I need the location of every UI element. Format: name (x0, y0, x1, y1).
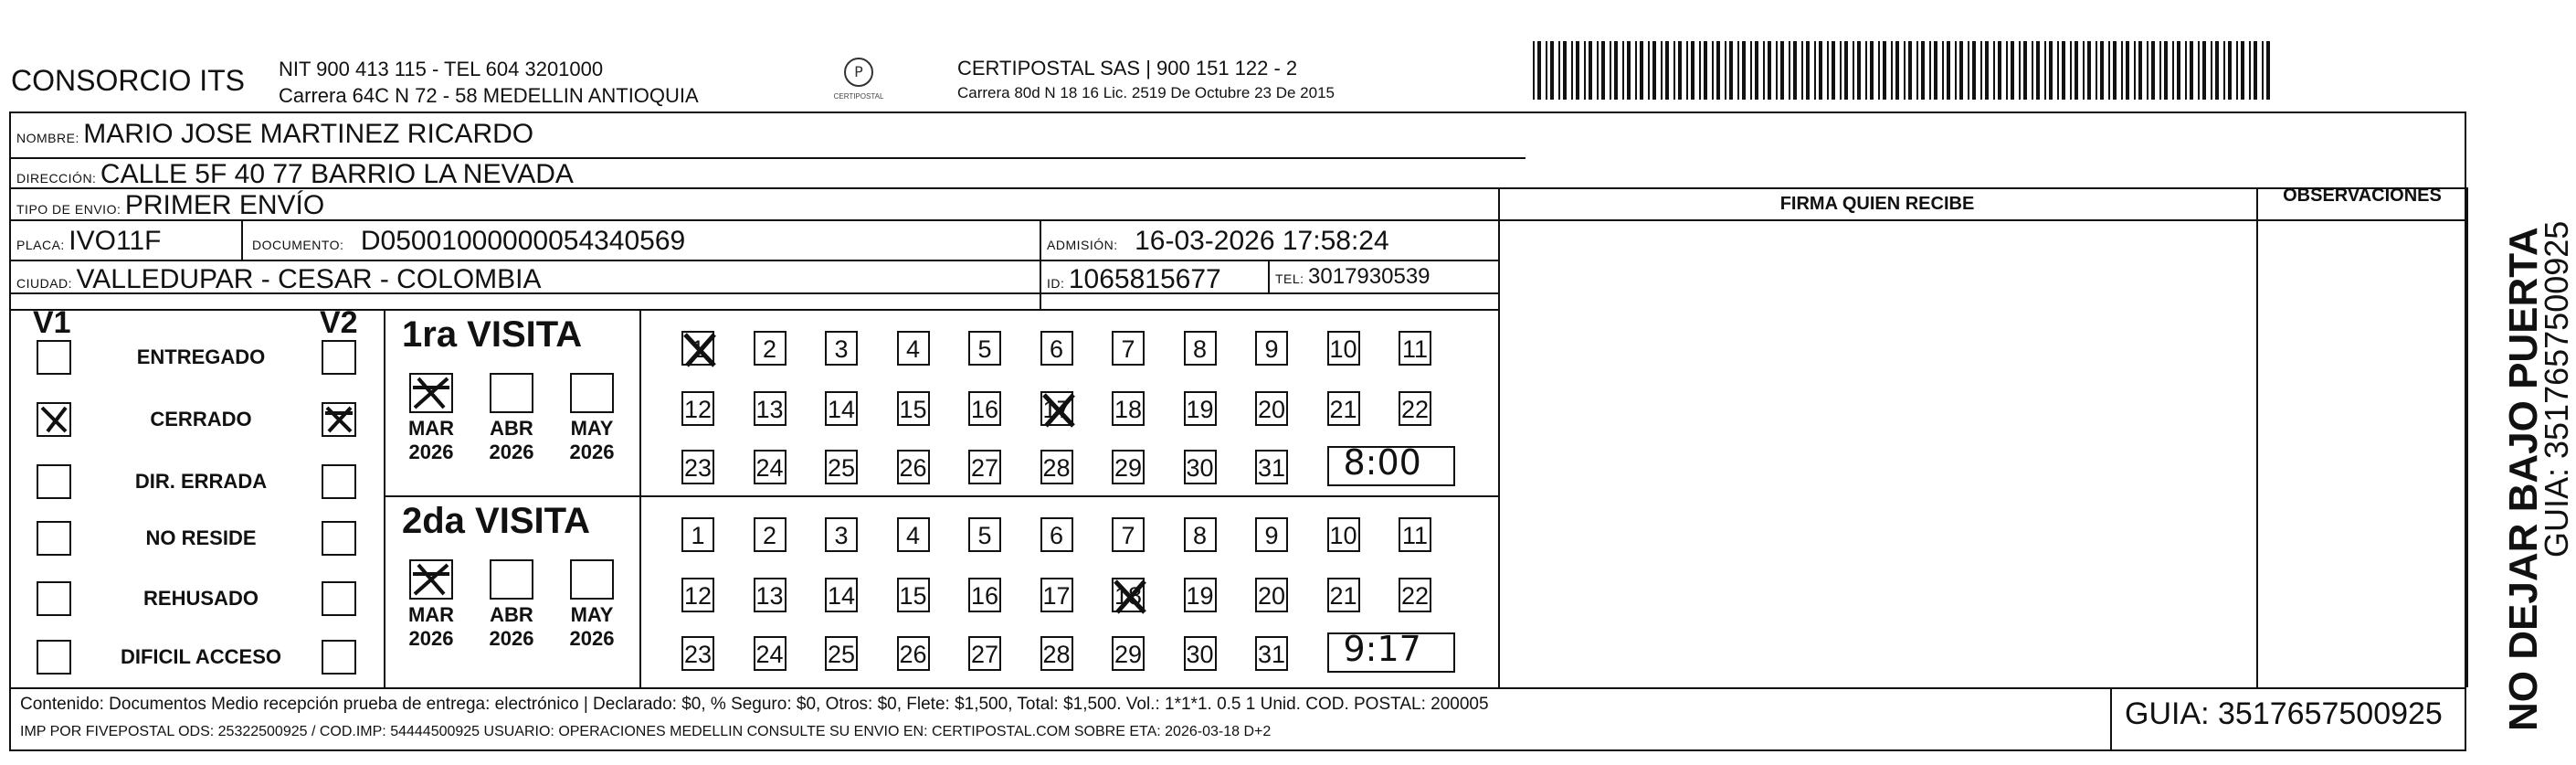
barcode-bar (2113, 41, 2117, 100)
side-warning: NO DEJAR BAJO PUERTA (2501, 227, 2546, 731)
day-box[interactable]: 6 (1040, 517, 1073, 552)
day-box[interactable]: 15 (897, 391, 930, 426)
barcode-bar (1665, 41, 1669, 100)
certipostal-logo (827, 50, 891, 107)
visit-time: 9:17 (1343, 629, 1421, 669)
svg-text:P: P (854, 63, 863, 80)
v1-checkbox[interactable] (37, 581, 71, 616)
barcode-bar (1699, 41, 1701, 100)
month-name: MAY (570, 417, 614, 440)
v2-checkbox[interactable] (322, 581, 356, 616)
nombre-row (16, 119, 533, 150)
v2-checkbox[interactable] (322, 640, 356, 675)
day-box[interactable]: 5 (968, 517, 1001, 552)
visit-title: 1ra VISITA (402, 314, 583, 355)
month-name: MAY (570, 603, 614, 626)
barcode-bar (1589, 41, 1592, 100)
barcode-bar (2036, 41, 2040, 100)
month-name: ABR (490, 417, 533, 440)
month-year: 2026 (408, 627, 454, 650)
v1-checkbox[interactable] (37, 402, 71, 437)
day-box[interactable]: 14 (825, 578, 858, 612)
barcode-bar (1652, 41, 1656, 100)
barcode-bar (1635, 41, 1637, 100)
barcode-bar (2023, 41, 2027, 100)
barcode-bar (2011, 41, 2014, 100)
v2-checkbox[interactable] (322, 402, 356, 437)
direccion-value: CALLE 5F 40 77 BARRIO LA NEVADA (100, 159, 574, 189)
barcode-bar (1768, 41, 1771, 100)
day-box[interactable]: 12 (681, 391, 714, 426)
carrier-line2: Carrera 80d N 18 16 Lic. 2519 De Octubre 23 De 2015 (957, 84, 1335, 101)
barcode-bar (2266, 41, 2270, 100)
v1-checkbox[interactable] (37, 340, 71, 375)
v1-checkbox[interactable] (37, 464, 71, 499)
barcode-bar (1597, 41, 1599, 100)
day-box[interactable]: 3 (825, 331, 858, 366)
barcode-bar (2062, 41, 2065, 100)
barcode-bar (1716, 41, 1720, 100)
month-checkbox[interactable] (570, 373, 614, 413)
barcode-bar (1755, 41, 1758, 100)
day-box[interactable]: 30 (1184, 636, 1217, 671)
footer-line1: Contenido: Documentos Medio recepción prueba de entrega: electrónico | Declarado: $0, % Seguro: $0, Otros: $0, Flete: $1,500, Total: $1,500. Vol.: 1*1*1. 0.5 1 Unid. COD. POSTAL: 200005 (20, 695, 1489, 714)
tel-row (1275, 264, 1431, 290)
barcode-bar (1801, 41, 1803, 100)
day-box[interactable]: 29 (1112, 636, 1145, 671)
barcode-bar (1704, 41, 1707, 100)
day-box[interactable]: 16 (968, 391, 1001, 426)
tipo-row (16, 190, 324, 221)
barcode-bar (2215, 41, 2219, 100)
day-box[interactable]: 16 (968, 578, 1001, 612)
day-box[interactable]: 1 (681, 331, 714, 366)
barcode-bar (1576, 41, 1579, 100)
day-box[interactable]: 6 (1040, 331, 1073, 366)
barcode-bar (2134, 41, 2136, 100)
barcode-bar (1929, 41, 1931, 100)
barcode-bar (1610, 41, 1611, 100)
barcode-bar (1686, 41, 1688, 100)
admision-row (1047, 226, 1389, 257)
status-label: ENTREGADO (136, 345, 266, 368)
barcode-bar (2075, 41, 2078, 100)
barcode-bar (1985, 41, 1989, 100)
barcode-bar (1648, 41, 1650, 100)
barcode-bar (2211, 41, 2212, 100)
month-label (484, 417, 539, 464)
day-box[interactable]: 25 (825, 450, 858, 484)
month-year: 2026 (569, 441, 615, 463)
barcode-bar (2262, 41, 2264, 100)
month-label (565, 603, 619, 651)
status-label: DIFICIL ACCESO (120, 645, 281, 668)
barcode-bar (1558, 41, 1560, 100)
placa-value: IVO11F (69, 226, 162, 256)
barcode-bar (1640, 41, 1643, 100)
barcode-bar (2049, 41, 2053, 100)
barcode-bar (1853, 41, 1854, 100)
month-checkbox[interactable] (409, 373, 453, 413)
documento-value: D05001000000054340569 (360, 226, 686, 256)
day-box[interactable]: 17 (1040, 391, 1073, 426)
barcode-bar (2177, 41, 2180, 100)
barcode-bar (2147, 41, 2148, 100)
barcode-bar (2057, 41, 2059, 100)
admision-value: 16-03-2026 17:58:24 (1135, 226, 1389, 256)
barcode-bar (1742, 41, 1746, 100)
barcode-bar (1546, 41, 1547, 100)
day-box[interactable]: 7 (1112, 517, 1145, 552)
visit-title: 2da VISITA (402, 501, 590, 541)
barcode-bar (1921, 41, 1925, 100)
tel-label: TEL: (1275, 271, 1304, 286)
status-label: NO RESIDE (145, 526, 257, 549)
tipo-label: TIPO DE ENVIO: (16, 202, 121, 217)
v2-checkbox[interactable] (322, 340, 356, 375)
day-box[interactable]: 2 (754, 517, 787, 552)
day-box[interactable]: 9 (1255, 517, 1288, 552)
footer-line2: IMP POR FIVEPOSTAL ODS: 25322500925 / COD.IMP: 54444500925 USUARIO: OPERACIONES MEDELLIN CONSULTE SU ENVIO EN: CERTIPOSTAL.COM SOBRE ETA: 2026-03-18 D+2 (20, 724, 1272, 739)
barcode-bar (1729, 41, 1733, 100)
company-line2: Carrera 64C N 72 - 58 MEDELLIN ANTIOQUIA (279, 84, 699, 107)
barcode-bar (1533, 41, 1535, 100)
barcode-bar (1895, 41, 1899, 100)
barcode-bar (2202, 41, 2206, 100)
logo-text: CERTIPOSTAL (833, 92, 884, 101)
day-box[interactable]: 18 (1112, 391, 1145, 426)
day-box[interactable]: 7 (1112, 331, 1145, 366)
barcode-bar (2108, 41, 2110, 100)
barcode-bar (1793, 41, 1797, 100)
company-line1: NIT 900 413 115 - TEL 604 3201000 (279, 58, 604, 80)
barcode-bar (1537, 41, 1541, 100)
day-box[interactable]: 12 (681, 578, 714, 612)
ciudad-value: VALLEDUPAR - CESAR - COLOMBIA (76, 264, 542, 294)
day-box[interactable]: 26 (897, 636, 930, 671)
barcode-bar (2083, 41, 2085, 100)
tipo-value: PRIMER ENVÍO (124, 190, 325, 220)
day-box[interactable]: 27 (968, 636, 1001, 671)
day-box[interactable]: 20 (1255, 578, 1288, 612)
barcode-bar (2087, 41, 2091, 100)
day-box[interactable]: 13 (754, 578, 787, 612)
barcode-bar (1601, 41, 1605, 100)
day-box[interactable]: 22 (1399, 391, 1431, 426)
barcode-bar (1891, 41, 1893, 100)
day-box[interactable]: 29 (1112, 450, 1145, 484)
barcode-bar (1622, 41, 1624, 100)
day-box[interactable]: 8 (1184, 517, 1217, 552)
month-year: 2026 (489, 441, 534, 463)
day-box[interactable]: 10 (1327, 331, 1360, 366)
day-box[interactable]: 23 (681, 636, 714, 671)
barcode-bar (2151, 41, 2155, 100)
barcode (1533, 41, 2282, 100)
documento-row (252, 226, 685, 257)
day-box[interactable]: 23 (681, 450, 714, 484)
month-name: ABR (490, 603, 533, 626)
month-label (404, 417, 459, 464)
month-name: MAR (407, 417, 455, 440)
barcode-bar (1763, 41, 1765, 100)
barcode-bar (1661, 41, 1663, 100)
day-box[interactable]: 31 (1255, 636, 1288, 671)
barcode-bar (1942, 41, 1944, 100)
barcode-bar (2032, 41, 2033, 100)
admision-label: ADMISIÓN: (1047, 238, 1118, 252)
side-guia: GUIA: 3517657500925 (2538, 220, 2575, 558)
barcode-bar (1780, 41, 1784, 100)
barcode-bar (1614, 41, 1618, 100)
day-box[interactable]: 26 (897, 450, 930, 484)
month-checkbox[interactable] (570, 559, 614, 600)
barcode-bar (1955, 41, 1957, 100)
month-label (565, 417, 619, 464)
barcode-bar (1725, 41, 1726, 100)
barcode-bar (2070, 41, 2072, 100)
barcode-bar (1776, 41, 1778, 100)
placa-label: PLACA: (16, 238, 65, 252)
barcode-bar (1584, 41, 1586, 100)
barcode-bar (1550, 41, 1554, 100)
month-checkbox[interactable] (490, 559, 533, 600)
nombre-value: MARIO JOSE MARTINEZ RICARDO (83, 119, 534, 149)
barcode-bar (1789, 41, 1790, 100)
visit-time: 8:00 (1343, 442, 1421, 483)
barcode-bar (1814, 41, 1816, 100)
barcode-bar (1908, 41, 1912, 100)
v2-checkbox[interactable] (322, 464, 356, 499)
day-box[interactable]: 11 (1399, 331, 1431, 366)
status-label: REHUSADO (143, 587, 259, 610)
barcode-bar (2164, 41, 2168, 100)
barcode-bar (2044, 41, 2046, 100)
day-box[interactable]: 9 (1255, 331, 1288, 366)
barcode-bar (1819, 41, 1822, 100)
v2-label: V2 (320, 305, 358, 340)
barcode-bar (1691, 41, 1694, 100)
v1-checkbox[interactable] (37, 640, 71, 675)
day-box[interactable]: 1 (681, 517, 714, 552)
barcode-bar (2159, 41, 2161, 100)
barcode-bar (1678, 41, 1682, 100)
day-box[interactable]: 17 (1040, 578, 1073, 612)
day-box[interactable]: 4 (897, 331, 930, 366)
month-year: 2026 (569, 627, 615, 650)
day-box[interactable]: 19 (1184, 391, 1217, 426)
barcode-bar (2096, 41, 2097, 100)
barcode-bar (2126, 41, 2129, 100)
direccion-row (16, 159, 574, 190)
direccion-label: DIRECCIÓN: (16, 171, 97, 186)
day-box[interactable]: 14 (825, 391, 858, 426)
barcode-bar (1840, 41, 1842, 100)
day-box[interactable]: 10 (1327, 517, 1360, 552)
barcode-bar (1827, 41, 1829, 100)
barcode-bar (1916, 41, 1918, 100)
day-box[interactable]: 21 (1327, 391, 1360, 426)
day-box[interactable]: 15 (897, 578, 930, 612)
barcode-bar (1832, 41, 1835, 100)
day-box[interactable]: 24 (754, 636, 787, 671)
barcode-bar (1806, 41, 1810, 100)
barcode-bar (1934, 41, 1937, 100)
barcode-bar (2190, 41, 2193, 100)
day-box[interactable]: 11 (1399, 517, 1431, 552)
observaciones-label: OBSERVACIONES (2283, 186, 2442, 206)
placa-row (16, 226, 161, 257)
nombre-label: NOMBRE: (16, 131, 79, 145)
month-label (404, 603, 459, 651)
barcode-bar (1844, 41, 1848, 100)
barcode-bar (2121, 41, 2123, 100)
day-box[interactable]: 2 (754, 331, 787, 366)
barcode-bar (2138, 41, 2142, 100)
barcode-bar (1980, 41, 1982, 100)
v1-label: V1 (33, 305, 71, 340)
barcode-bar (2241, 41, 2244, 100)
day-box[interactable]: 28 (1040, 450, 1073, 484)
day-box[interactable]: 24 (754, 450, 787, 484)
month-label (484, 603, 539, 651)
day-box[interactable]: 8 (1184, 331, 1217, 366)
barcode-bar (1968, 41, 1969, 100)
month-year: 2026 (408, 441, 454, 463)
day-box[interactable]: 25 (825, 636, 858, 671)
carrier-line1: CERTIPOSTAL SAS | 900 151 122 - 2 (957, 57, 1298, 80)
v2-checkbox[interactable] (322, 521, 356, 556)
barcode-bar (1904, 41, 1906, 100)
documento-label: DOCUMENTO: (252, 238, 344, 252)
barcode-bar (2185, 41, 2187, 100)
day-box[interactable]: 18 (1112, 578, 1145, 612)
barcode-bar (1883, 41, 1886, 100)
month-checkbox[interactable] (409, 559, 453, 600)
id-row (1047, 264, 1221, 295)
barcode-bar (2198, 41, 2200, 100)
barcode-bar (1627, 41, 1631, 100)
v1-checkbox[interactable] (37, 521, 71, 556)
day-box[interactable]: 31 (1255, 450, 1288, 484)
barcode-bar (2228, 41, 2232, 100)
barcode-bar (2006, 41, 2008, 100)
firma-label: FIRMA QUIEN RECIBE (1779, 194, 1975, 214)
barcode-bar (1878, 41, 1880, 100)
status-label: DIR. ERRADA (134, 470, 268, 493)
company-name: CONSORCIO ITS (11, 64, 246, 97)
tel-value: 3017930539 (1308, 264, 1431, 289)
day-box[interactable]: 30 (1184, 450, 1217, 484)
day-box[interactable]: 3 (825, 517, 858, 552)
ciudad-label: CIUDAD: (16, 276, 73, 291)
status-label: CERRADO (150, 408, 252, 430)
month-checkbox[interactable] (490, 373, 533, 413)
barcode-bar (1972, 41, 1976, 100)
barcode-bar (2100, 41, 2104, 100)
barcode-bar (1673, 41, 1675, 100)
day-box[interactable]: 5 (968, 331, 1001, 366)
barcode-bar (2223, 41, 2225, 100)
barcode-bar (1571, 41, 1573, 100)
barcode-bar (1998, 41, 2001, 100)
barcode-bar (1870, 41, 1874, 100)
month-name: MAR (407, 603, 455, 626)
barcode-bar (1737, 41, 1739, 100)
day-box[interactable]: 19 (1184, 578, 1217, 612)
day-box[interactable]: 20 (1255, 391, 1288, 426)
day-box[interactable]: 27 (968, 450, 1001, 484)
barcode-bar (1865, 41, 1867, 100)
id-label: ID: (1047, 276, 1065, 291)
barcode-bar (1993, 41, 1995, 100)
day-box[interactable]: 28 (1040, 636, 1073, 671)
day-box[interactable]: 22 (1399, 578, 1431, 612)
barcode-bar (1959, 41, 1963, 100)
barcode-bar (1857, 41, 1861, 100)
barcode-bar (1750, 41, 1752, 100)
id-value: 1065815677 (1068, 264, 1221, 294)
month-year: 2026 (489, 627, 534, 650)
day-box[interactable]: 21 (1327, 578, 1360, 612)
barcode-bar (2254, 41, 2257, 100)
barcode-bar (2249, 41, 2251, 100)
barcode-bar (1712, 41, 1714, 100)
ciudad-row (16, 264, 542, 295)
guia-footer: GUIA: 3517657500925 (2125, 696, 2443, 731)
day-box[interactable]: 4 (897, 517, 930, 552)
barcode-bar (2172, 41, 2174, 100)
barcode-bar (2236, 41, 2238, 100)
barcode-bar (1947, 41, 1950, 100)
barcode-bar (1563, 41, 1567, 100)
day-box[interactable]: 13 (754, 391, 787, 426)
barcode-bar (2019, 41, 2021, 100)
